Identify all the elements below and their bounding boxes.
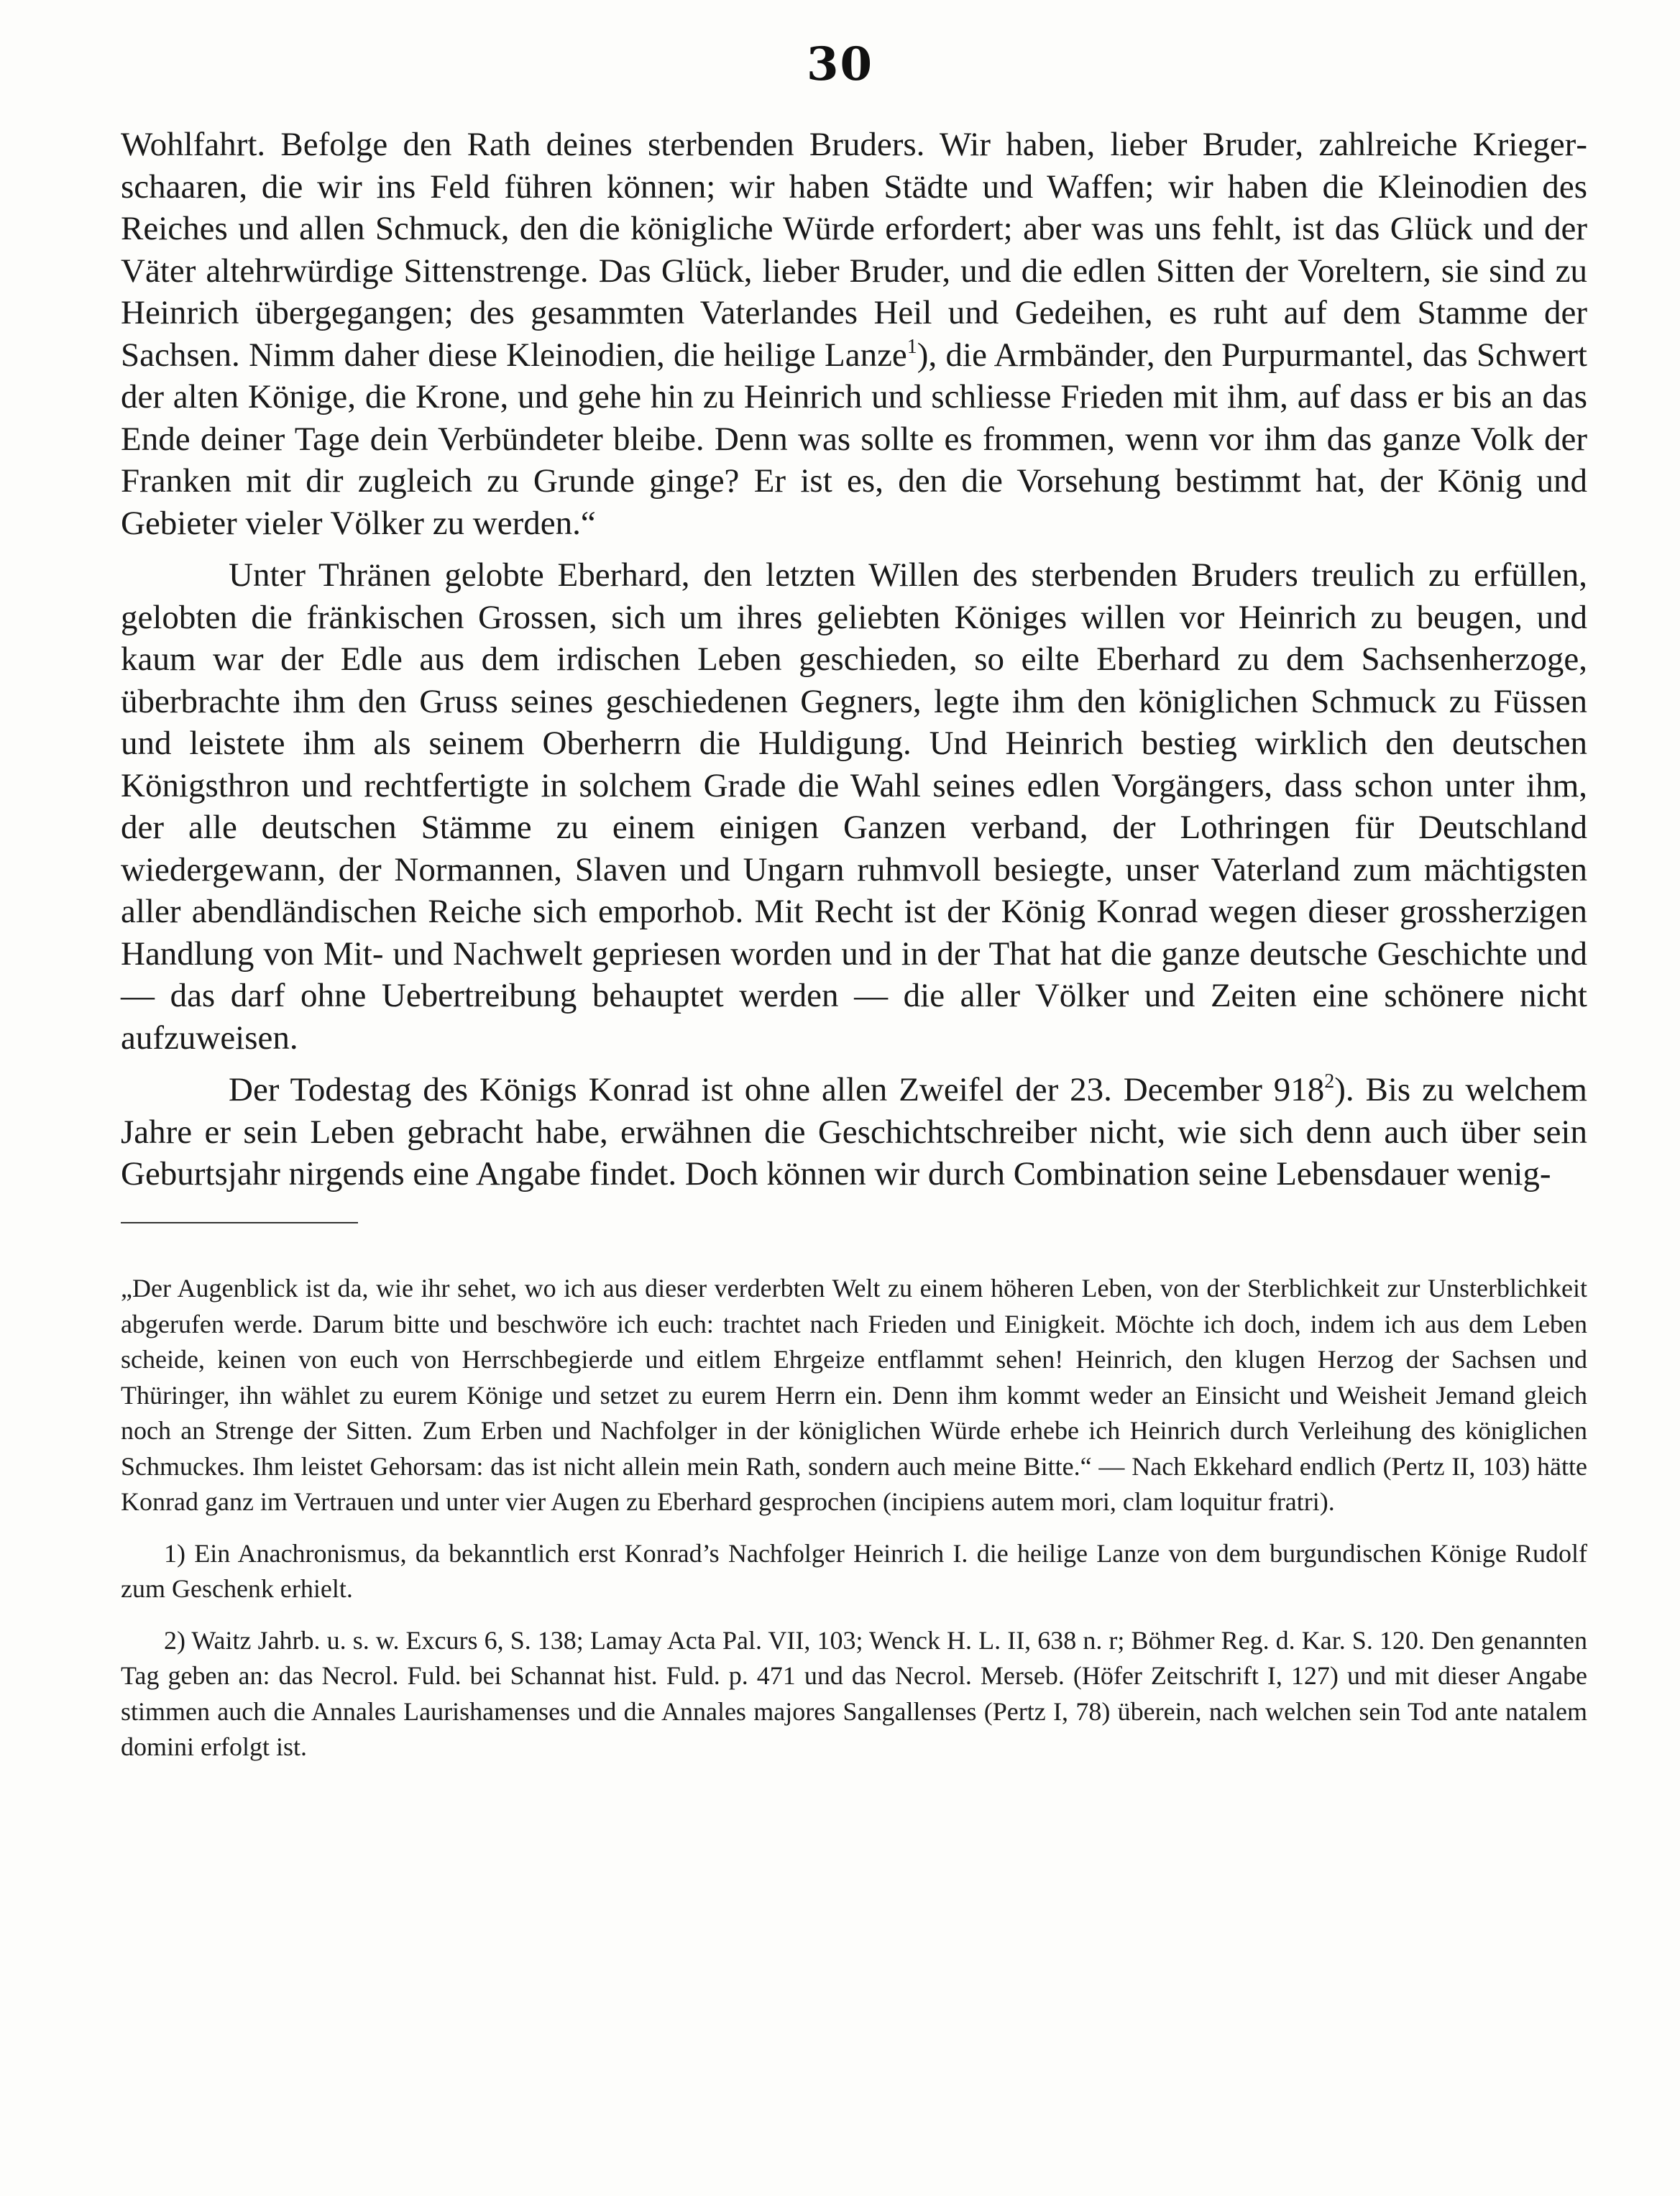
- footnote-ref-1: 1: [906, 335, 917, 358]
- paragraph-1-continued: ), die Armbänder, den Purpurmantel, das Schwert der alten Könige, die Krone, und gehe hin zu Heinrich und schliesse Frieden mit ihm, auf dass er bis an das Ende deiner Tage dein Verbündeter bleibe. Denn was sollte es frommen, wenn vor ihm das ganze Volk der Franken mit dir zugleich zu Grunde ginge? Er ist es, den die Vorsehung bestimmt hat, der König und Gebieter vieler Völker zu werden.“: [121, 336, 1587, 542]
- page-number: 30: [806, 37, 874, 91]
- footnote-divider: [121, 1222, 358, 1223]
- paragraph-3: [121, 1069, 1587, 1195]
- footnote-1: 1) Ein Anachronismus, da bekanntlich erst Konrad’s Nachfolger Heinrich I. die heilige Lanze von dem burgundischen Könige Rudolf zum Geschenk erhielt.: [121, 1538, 1587, 1603]
- footnote-ref-2: 2: [1324, 1070, 1335, 1093]
- main-text: [121, 124, 1587, 1195]
- footnote-quote: „Der Augenblick ist da, wie ihr sehet, wo ich aus dieser verderbten Welt zu einem höheren Leben, von der Sterblichkeit zur Unsterblichkeit abgerufen werde. Darum bitte und beschwöre ich euch: trachtet nach Frieden und Einigkeit. Möchte ich doch, indem ich aus dem Leben scheide, keinen von euch von Herrschbegierde und eitlem Ehrgeize entflammt sehen! Heinrich, den klugen Herzog der Sachsen und Thüringer, ihn wählet zu eurem Könige und setzet zu eurem Herrn ein. Denn ihm kommt weder an Einsicht und Weisheit Jemand gleich noch an Strenge der Sitten. Zum Erben und Nachfolger in der königlichen Würde erhebe ich Heinrich durch Verleihung des königlichen Schmuckes. Ihm leistet Gehorsam: das ist nicht allein mein Rath, sondern auch meine Bitte.“ — Nach Ekkehard endlich (Pertz II, 103) hätte Konrad ganz im Vertrauen und unter vier Augen zu Eberhard gesprochen (incipiens autem mori, clam loquitur fratri).: [121, 1274, 1587, 1516]
- paragraph-1: [121, 124, 1587, 544]
- paragraph-3-continued: ). Bis zu welchem Jahre er sein Leben gebracht habe, erwähnen die Geschichtschreiber nicht, wie sich denn auch über sein Geburtsjahr nirgends eine Angabe findet. Doch können wir durch Combination seine Lebensdauer wenig-: [121, 1071, 1587, 1193]
- paragraph-2: Unter Thränen gelobte Eberhard, den letzten Willen des sterbenden Bruders treulich zu erfüllen, gelobten die fränkischen Grossen, sich um ihres geliebten Königes willen vor Heinrich zu beugen, und kaum war der Edle aus dem irdischen Leben geschieden, so eilte Eberhard zu dem Sachsenherzoge, überbrachte ihm den Gruss seines geschiedenen Gegners, legte ihm den königlichen Schmuck zu Füssen und leistete ihm als seinem Oberherrn die Huldigung. Und Heinrich bestieg wirklich den deutschen Königsthron und rechtfertigte in solchem Grade die Wahl seines edlen Vorgängers, dass schon unter ihm, der alle deutschen Stämme zu einem einigen Ganzen verband, der Lothringen für Deutschland wiedergewann, der Normannen, Slaven und Ungarn ruhmvoll besiegte, unser Vaterland zum mächtigsten aller abendländischen Reiche sich emporhob. Mit Recht ist der König Konrad wegen dieser grossherzigen Handlung von Mit- und Nachwelt gepriesen worden und in der That hat die ganze deutsche Geschichte und — das darf ohne Uebertreibung behauptet werden — die aller Völker und Zeiten eine schönere nicht aufzuweisen.: [121, 556, 1587, 1057]
- paragraph-3-text: Der Todestag des Königs Konrad ist ohne allen Zweifel der 23. December 918: [229, 1071, 1325, 1108]
- paragraph-1-text: Wohlfahrt. Befolge den Rath deines sterbenden Bruders. Wir haben, lieber Bruder, zahlreiche Kriegerschaaren, die wir ins Feld führen können; wir haben Städte und Waffen; wir haben die Kleinodien des Reiches und allen Schmuck, den die königliche Würde erfordert; aber was uns fehlt, ist das Glück und der Väter altehrwürdige Sittenstrenge. Das Glück, lieber Bruder, und die edlen Sitten der Voreltern, sie sind zu Heinrich übergegangen; des gesammten Vaterlandes Heil und Gedeihen, es ruht auf dem Stamme der Sachsen. Nimm daher diese Kleinodien, die heilige Lanze: [121, 126, 1587, 374]
- footnote-2: 2) Waitz Jahrb. u. s. w. Excurs 6, S. 138; Lamay Acta Pal. VII, 103; Wenck H. L. II, 638 n. r; Böhmer Reg. d. Kar. S. 120. Den genannten Tag geben an: das Necrol. Fuld. bei Schannat hist. Fuld. p. 471 und das Necrol. Merseb. (Höfer Zeitschrift I, 127) und mit dieser Angabe stimmen auch die Annales Laurishamenses und die Annales majores Sangallenses (Pertz I, 78) überein, nach welchen sein Tod ante natalem domini erfolgt ist.: [121, 1625, 1587, 1761]
- footnotes: [121, 1271, 1587, 1765]
